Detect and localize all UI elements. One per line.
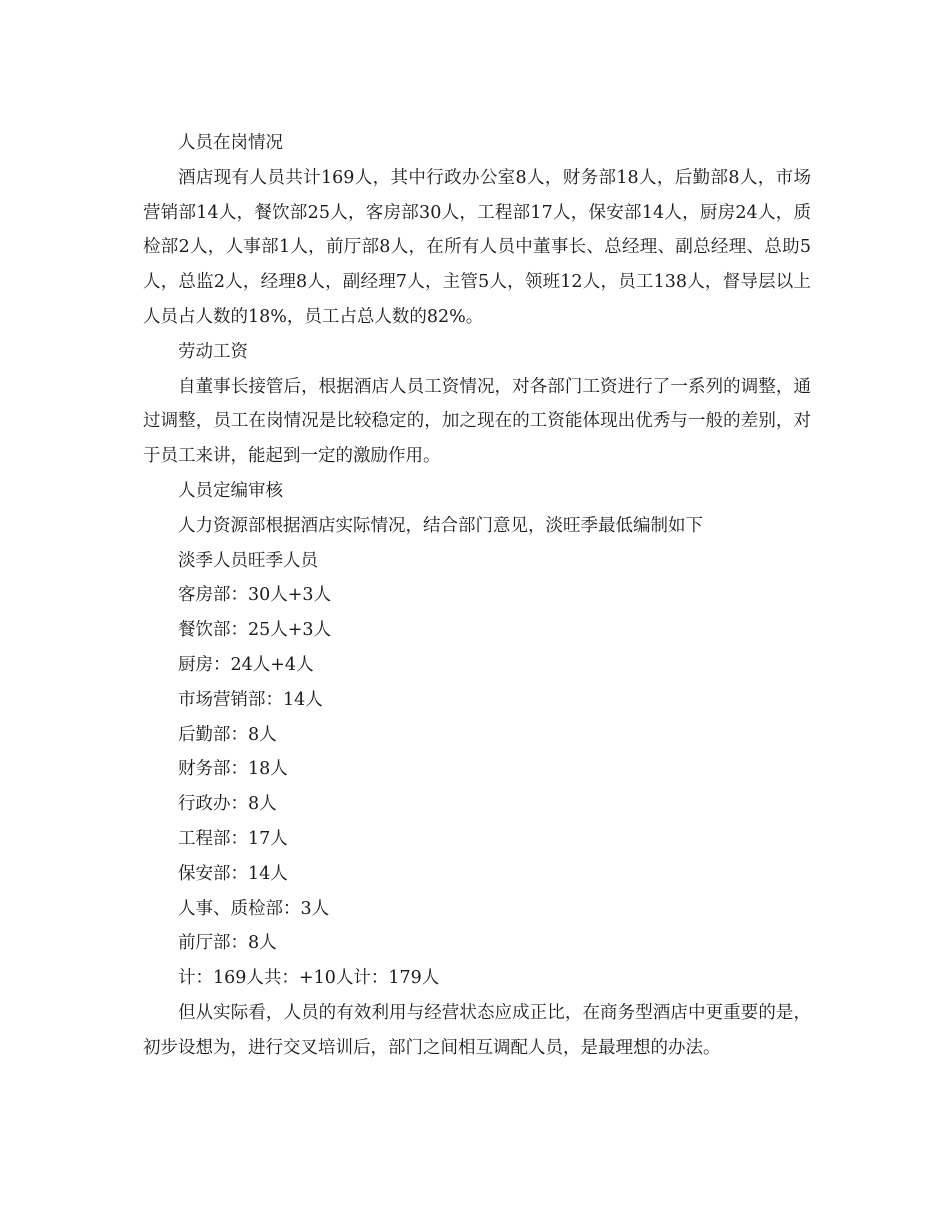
quota-item: 保安部：14人	[178, 863, 288, 884]
staffing-paragraph: 酒店现有人员共计169人，其中行政办公室8人，财务部18人，后勤部8人，市场营销部14人，餐饮部25人，客房部30人，工程部17人，保安部14人，厨房24人，质检部2人，人事部1人，前厅部8人，在所有人员中董事长、总经理、副总经理、总助5人，总监2人，经理8人，副经理7人，主管5人，领班12人，员工138人，督导层以上人员占人数的18%，员工占总人数的82%。	[143, 167, 811, 327]
quota-heading: 人员定编审核	[178, 480, 283, 501]
quota-item: 工程部：17人	[178, 828, 288, 849]
quota-intro: 人力资源部根据酒店实际情况，结合部门意见，淡旺季最低编制如下	[178, 515, 703, 536]
document-body	[143, 126, 811, 1066]
quota-total: 计：169人共：+10人计：179人	[178, 968, 440, 989]
quota-item: 后勤部：8人	[178, 724, 277, 745]
quota-item: 行政办：8人	[178, 794, 277, 815]
quota-item: 市场营销部：14人	[178, 689, 323, 710]
quota-item: 厨房：24人+4人	[178, 654, 314, 675]
conclusion-paragraph: 但从实际看，人员的有效利用与经营状态应成正比，在商务型酒店中更重要的是，初步设想为，进行交叉培训后，部门之间相互调配人员，是最理想的办法。	[143, 1002, 811, 1058]
wages-paragraph: 自董事长接管后，根据酒店人员工资情况，对各部门工资进行了一系列的调整，通过调整，员工在岗情况是比较稳定的，加之现在的工资能体现出优秀与一般的差别，对于员工来讲，能起到一定的激励作用。	[143, 376, 811, 467]
quota-item: 餐饮部：25人+3人	[178, 620, 332, 641]
quota-item: 财务部：18人	[178, 759, 288, 780]
quota-item: 人事、质检部：3人	[178, 898, 330, 919]
quota-columns: 淡季人员旺季人员	[178, 550, 318, 571]
quota-item: 客房部：30人+3人	[178, 585, 332, 606]
quota-item: 前厅部：8人	[178, 933, 277, 954]
staffing-heading: 人员在岗情况	[178, 133, 283, 153]
wages-heading: 劳动工资	[178, 341, 248, 362]
